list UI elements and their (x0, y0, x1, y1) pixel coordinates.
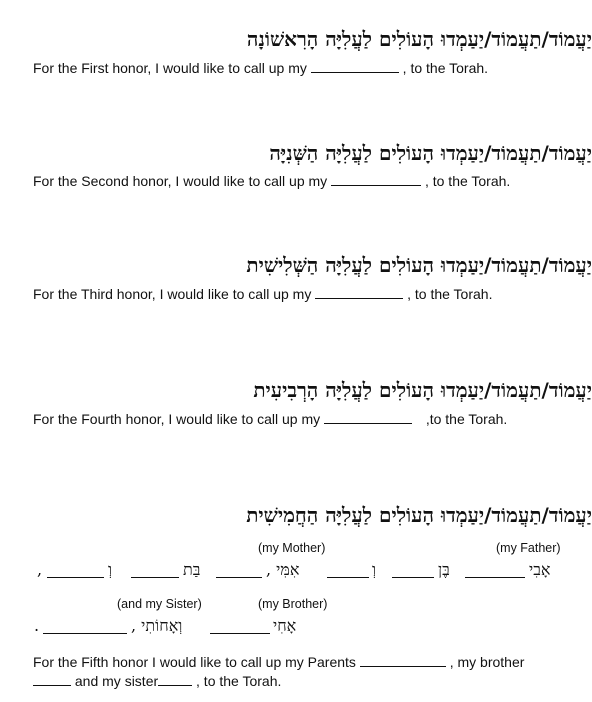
label-mother: (my Mother) (258, 541, 326, 555)
honor-5-line-1-after: , my brother (449, 654, 525, 670)
label-father: (my Father) (496, 541, 561, 555)
honor-3-text (33, 285, 492, 303)
heb-ben: בֶּן (438, 560, 450, 579)
heb-ve-1: וְ (372, 560, 377, 579)
honor-3-hebrew: יַעֲמוֹד/תַעֲמוֹד/יַעַמְדוּ הָעוֹלִים לַעֲלִיָּה הַשְּׁלִישִׁית (246, 253, 592, 277)
honor-2-after: , to the Torah. (424, 173, 511, 189)
honor-5-line-1-before: For the Fifth honor I would like to call up my Parents (33, 654, 356, 670)
heb-imi: אִמִּי , (266, 560, 300, 579)
heb-avi: אָבִי (529, 560, 551, 579)
heb-achi: אָחִי (273, 616, 297, 635)
blank-sister-english[interactable] (158, 672, 192, 686)
honor-4-blank[interactable] (324, 410, 412, 424)
honor-1-after: , to the Torah. (402, 60, 489, 76)
honor-2-text (33, 172, 510, 190)
honor-5-line-2-after: , to the Torah. (196, 673, 282, 689)
blank-parents[interactable] (360, 653, 446, 667)
honor-2-hebrew: יַעֲמוֹד/תַעֲמוֹד/יַעַמְדוּ הָעוֹלִים לַעֲלִיָּה הַשְּׁנִיָּה (269, 141, 592, 165)
honor-2-before: For the Second honor, I would like to call up my (33, 173, 328, 189)
honor-5-hebrew: יַעֲמוֹד/תַעֲמוֹד/יַעַמְדוּ הָעוֹלִים לַעֲלִיָּה הַחֲמִישִׁית (246, 503, 592, 527)
honor-3-blank[interactable] (315, 285, 403, 299)
label-sister: (and my Sister) (117, 597, 202, 611)
blank-father[interactable] (465, 577, 525, 578)
heb-veachoti: וְאָחוֹתִי , (131, 616, 183, 635)
honor-4-text (33, 410, 507, 428)
honor-3-after: , to the Torah. (407, 286, 493, 302)
blank-sister[interactable] (43, 633, 127, 634)
honor-1-blank[interactable] (311, 59, 399, 73)
blank-brother[interactable] (210, 633, 270, 634)
blank-mother[interactable] (216, 577, 262, 578)
honor-4-hebrew: יַעֲמוֹד/תַעֲמוֹד/יַעַמְדוּ הָעוֹלִים לַעֲלִיָּה הָרְבִיעִית (253, 378, 592, 402)
blank-ve-1[interactable] (327, 577, 369, 578)
honor-5-line-2-mid: and my sister (74, 673, 159, 689)
heb-period: . (34, 616, 40, 635)
blank-bat[interactable] (131, 577, 179, 578)
honor-1-text (33, 59, 488, 77)
honor-2-blank[interactable] (331, 172, 421, 186)
honor-1-before: For the First honor, I would like to call up my (33, 60, 307, 76)
heb-comma: , (37, 560, 43, 579)
honor-4-before: For the Fourth honor, I would like to call up my (33, 411, 321, 427)
heb-bat: בַּת (183, 560, 201, 579)
honor-5-line-2 (33, 672, 281, 690)
honor-3-before: For the Third honor, I would like to call up my (33, 286, 312, 302)
label-brother: (my Brother) (258, 597, 328, 611)
blank-ben[interactable] (392, 577, 434, 578)
honor-1-hebrew: יַעֲמוֹד/תַעֲמוֹד/יַעַמְדוּ הָעוֹלִים לַעֲלִיָּה הָרִאשׁוֹנָה (246, 27, 592, 51)
honor-4-after: ,to the Torah. (425, 411, 508, 427)
blank-ve-2[interactable] (47, 577, 104, 578)
blank-brother-english[interactable] (33, 672, 71, 686)
heb-ve-2: וְ (108, 560, 113, 579)
honor-5-line-1 (33, 653, 524, 671)
